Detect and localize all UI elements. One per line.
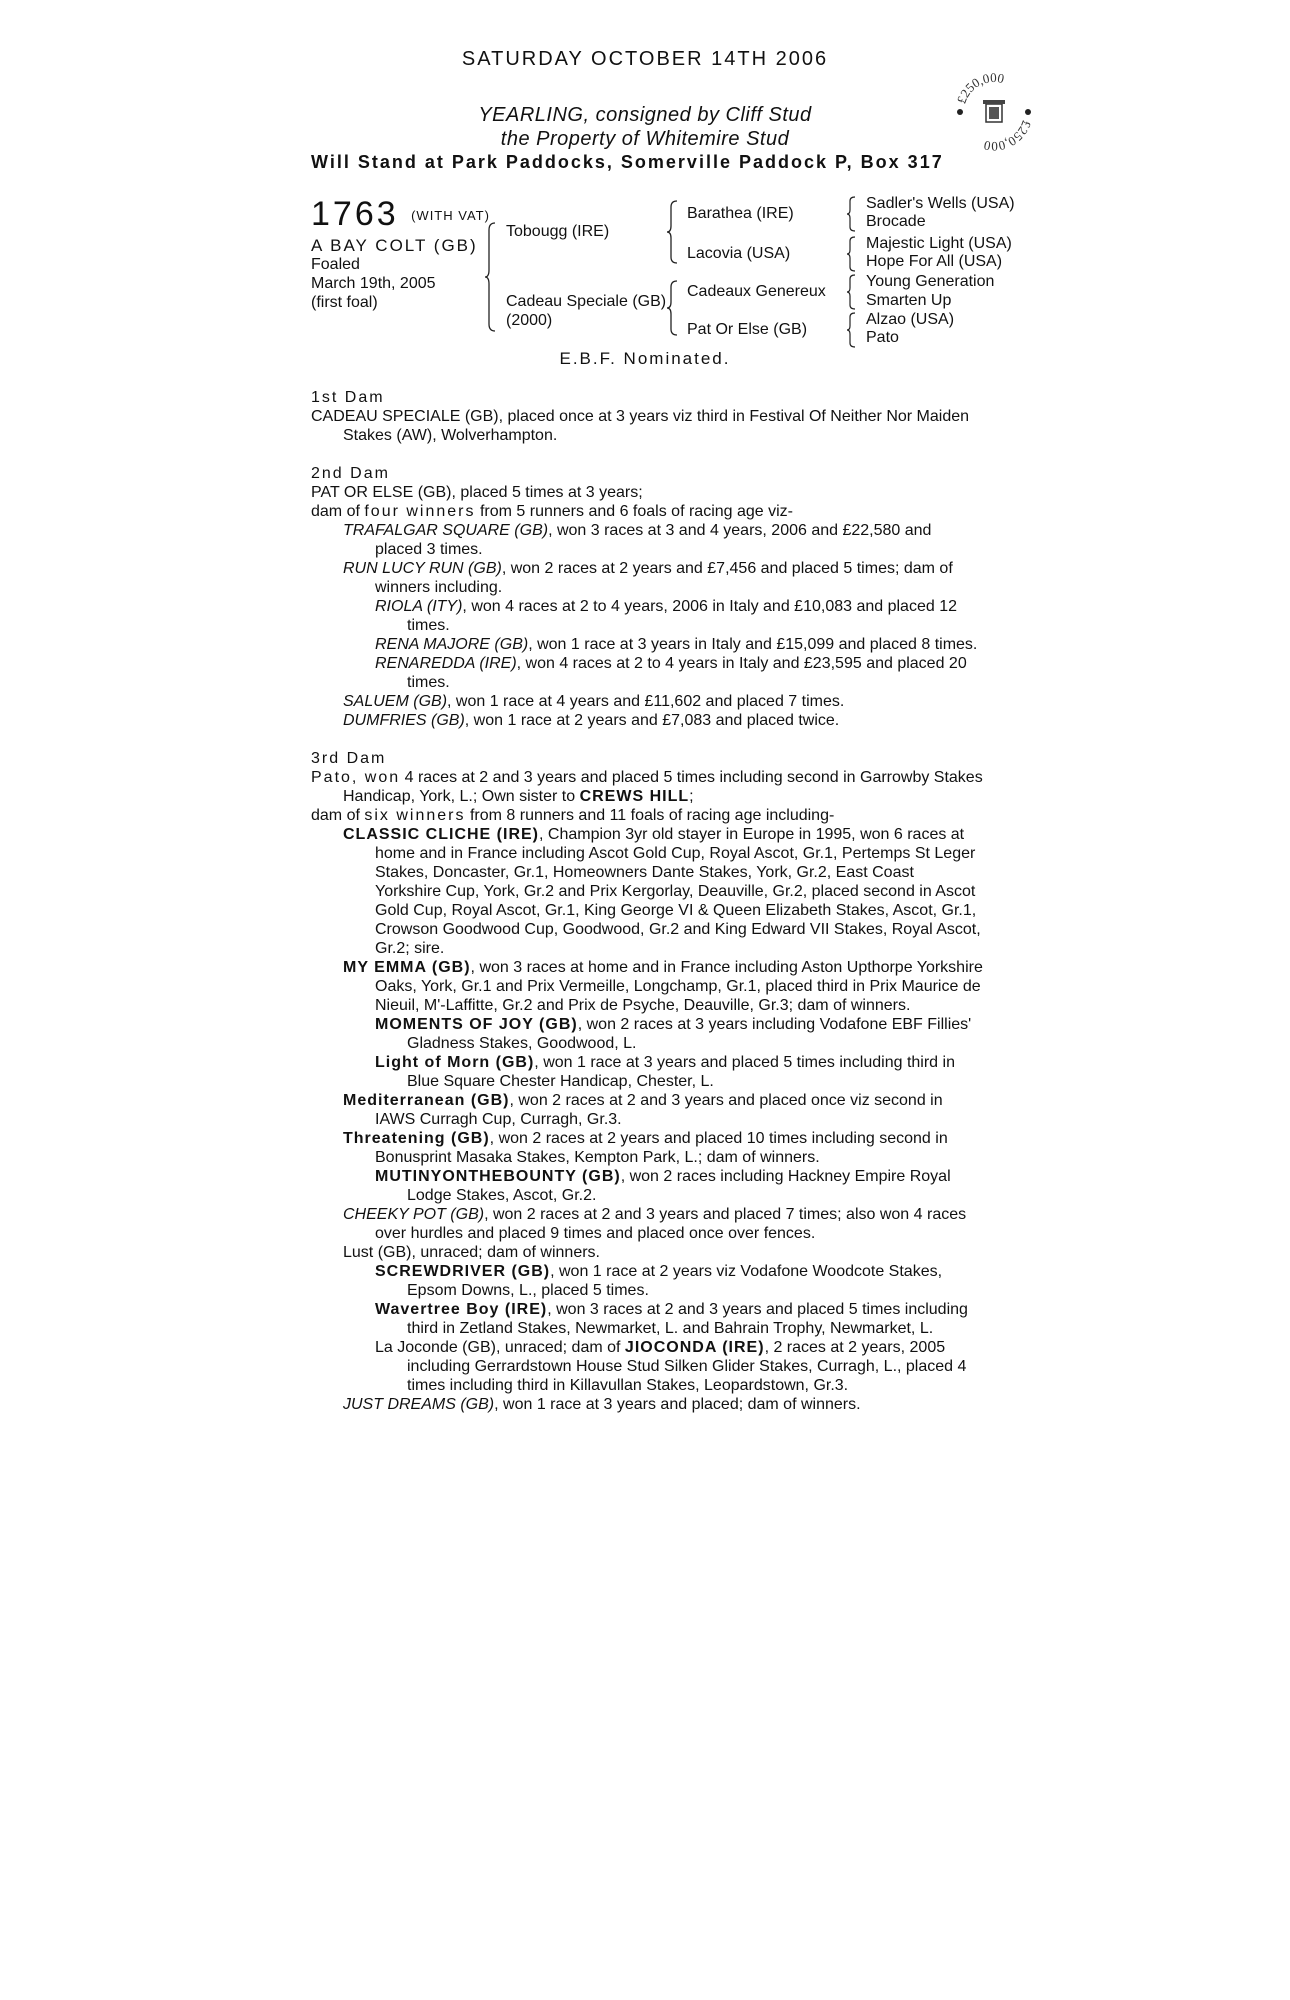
produce-entry: La Joconde (GB), unraced; dam of JIOCONDA (IRE), 2 races at 2 years, 2005 including Gerrardstown House Stud Silken Glider Stakes, Curragh, L., placed 4 times including third in Killavullan Stakes, Leopardstown, Gr.3. [375,1339,967,1394]
reserve-price-stamp [952,70,1036,154]
pedigree-brace-dd [846,312,856,348]
third-dam-heading: 3rd Dam [311,750,387,767]
property-line: the Property of Whitemire Stud [500,128,790,150]
foal-note: (first foal) [311,294,378,312]
pedigree-sire: Tobougg (IRE) [506,223,610,240]
produce-entry: MY EMMA (GB), won 3 races at home and in France including Aston Upthorpe Yorkshire Oaks, York, Gr.1 and Prix Vermeille, Longchamp, Gr.1, placed third in Prix Maurice de Nieuil, M'-Laffitte, Gr.2 and Prix de Psyche, Deauville, Gr.3; dam of winners. [343,959,983,1014]
ebf-nominated: E.B.F. Nominated. [559,349,731,368]
pedigree-sd-dam: Hope For All (USA) [866,253,1003,270]
pedigree-brace-dam [666,280,678,336]
stand-location: Will Stand at Park Paddocks, Somerville Paddock P, Box 317 [311,152,944,172]
pedigree-sire-sire: Barathea (IRE) [687,205,794,222]
pedigree-dam-year: (2000) [506,312,553,329]
vat-note: (WITH VAT) [411,208,490,224]
produce-entry: RIOLA (ITY), won 4 races at 2 to 4 years, 2006 in Italy and £10,083 and placed 12 times. [375,598,957,634]
pedigree-dd-dam: Pato [866,329,899,346]
lot-number: 1763 [311,195,399,233]
pedigree-ss-dam: Brocade [866,213,926,230]
produce-entry: Light of Morn (GB), won 1 race at 3 years and placed 5 times including third in Blue Square Chester Handicap, Chester, L. [375,1054,955,1090]
produce-entry: SALUEM (GB), won 1 race at 4 years and £11,602 and placed 7 times. [343,693,845,710]
produce-entry: CLASSIC CLICHE (IRE), Champion 3yr old stayer in Europe in 1995, won 6 races at home and in France including Ascot Gold Cup, Royal Ascot, Gr.1, Pertemps St Leger Stakes, Doncaster, Gr.1, Homeowners Dante Stakes, York, Gr.2, East Coast Yorkshire Cup, York, Gr.2 and Prix Kergorlay, Deauville, Gr.2, placed second in Ascot Gold Cup, Royal Ascot, Gr.1, King George VI & Queen Elizabeth Stakes, Ascot, Gr.1, Crowson Goodwood Cup, Goodwood, Gr.2 and King Edward VII Stakes, Royal Ascot, Gr.2; sire. [343,826,981,957]
produce-entry: Wavertree Boy (IRE), won 3 races at 2 and 3 years and placed 5 times including third in Zetland Stakes, Newmarket, L. and Bahrain Trophy, Newmarket, L. [375,1301,968,1337]
stamp-text-bottom: £250,000 [982,118,1035,154]
produce-entry: RENAREDDA (IRE), won 4 races at 2 to 4 years in Italy and £23,595 and placed 20 times. [375,655,967,691]
first-dam-heading: 1st Dam [311,389,385,406]
svg-text:£250,000 [983,118,1035,154]
third-dam-line: Pato, won 4 races at 2 and 3 years and placed 5 times including second in Garrowby Stakes Handicap, York, L.; Own sister to CREWS HILL; [311,769,983,805]
produce-record [311,388,983,1414]
pedigree-brace-sire [666,200,678,264]
produce-entry: SCREWDRIVER (GB), won 1 race at 2 years viz Vodafone Woodcote Stakes, Epsom Downs, L., placed 5 times. [375,1263,943,1299]
lot-number-line [311,196,491,234]
pedigree-ss-sire: Sadler's Wells (USA) [866,195,1015,212]
pedigree-dam: Cadeau Speciale (GB) [506,293,667,310]
produce-entry: TRAFALGAR SQUARE (GB), won 3 races at 3 and 4 years, 2006 and £22,580 and placed 3 times. [343,522,932,558]
pedigree-sire-dam: Lacovia (USA) [687,245,791,262]
second-dam-line2: dam of four winners from 5 runners and 6 foals of racing age viz- [311,503,794,520]
second-dam-heading: 2nd Dam [311,465,390,482]
pedigree-dam-dam: Pat Or Else (GB) [687,321,808,338]
pedigree-brace-ss [846,196,856,232]
pedigree-ds-dam: Smarten Up [866,292,952,309]
stamp-text-top: £250,000 [953,70,1006,106]
produce-entry: DUMFRIES (GB), won 1 race at 2 years and £7,083 and placed twice. [343,712,840,729]
produce-entry: Lust (GB), unraced; dam of winners. [343,1244,600,1261]
produce-entry: JUST DREAMS (GB), won 1 race at 3 years and placed; dam of winners. [343,1396,861,1413]
produce-entry: Threatening (GB), won 2 races at 2 years and placed 10 times including second in Bonusprint Masaka Stakes, Kempton Park, L.; dam of winners. [343,1130,948,1166]
pedigree-sd-sire: Majestic Light (USA) [866,235,1012,252]
foaled-label: Foaled [311,256,360,274]
pedigree-dd-sire: Alzao (USA) [866,311,955,328]
produce-entry: RENA MAJORE (GB), won 1 race at 3 years in Italy and £15,099 and placed 8 times. [375,636,978,653]
pedigree-brace-main [484,222,496,332]
second-dam-line1: PAT OR ELSE (GB), placed 5 times at 3 years; [311,484,643,501]
sale-date: SATURDAY OCTOBER 14TH 2006 [461,48,829,70]
third-dam-produce-line: dam of six winners from 8 runners and 11 foals of racing age including- [311,807,835,824]
pedigree-brace-ds [846,274,856,310]
lot-info [311,196,491,312]
produce-entry: CHEEKY POT (GB), won 2 races at 2 and 3 years and placed 7 times; also won 4 races over hurdles and placed 9 times and placed once over fences. [343,1206,967,1242]
produce-entry: MOMENTS OF JOY (GB), won 2 races at 3 years including Vodafone EBF Fillies' Gladness Stakes, Goodwood, L. [375,1016,972,1052]
consignor-line: YEARLING, consigned by Cliff Stud [478,104,812,126]
first-dam-text: CADEAU SPECIALE (GB), placed once at 3 years viz third in Festival Of Neither Nor Maiden Stakes (AW), Wolverhampton. [311,408,970,444]
pedigree-brace-sd [846,236,856,272]
pedigree-ds-sire: Young Generation [866,273,995,290]
produce-entry: MUTINYONTHEBOUNTY (GB), won 2 races including Hackney Empire Royal Lodge Stakes, Ascot, Gr.2. [375,1168,951,1204]
produce-entry: Mediterranean (GB), won 2 races at 2 and 3 years and placed once viz second in IAWS Curragh Cup, Curragh, Gr.3. [343,1092,943,1128]
foaled-date: March 19th, 2005 [311,275,436,293]
pedigree-dam-sire: Cadeaux Genereux [687,283,826,300]
lot-description: A BAY COLT (GB) [311,236,478,256]
produce-entry: RUN LUCY RUN (GB), won 2 races at 2 years and £7,456 and placed 5 times; dam of winners including. [343,560,953,596]
